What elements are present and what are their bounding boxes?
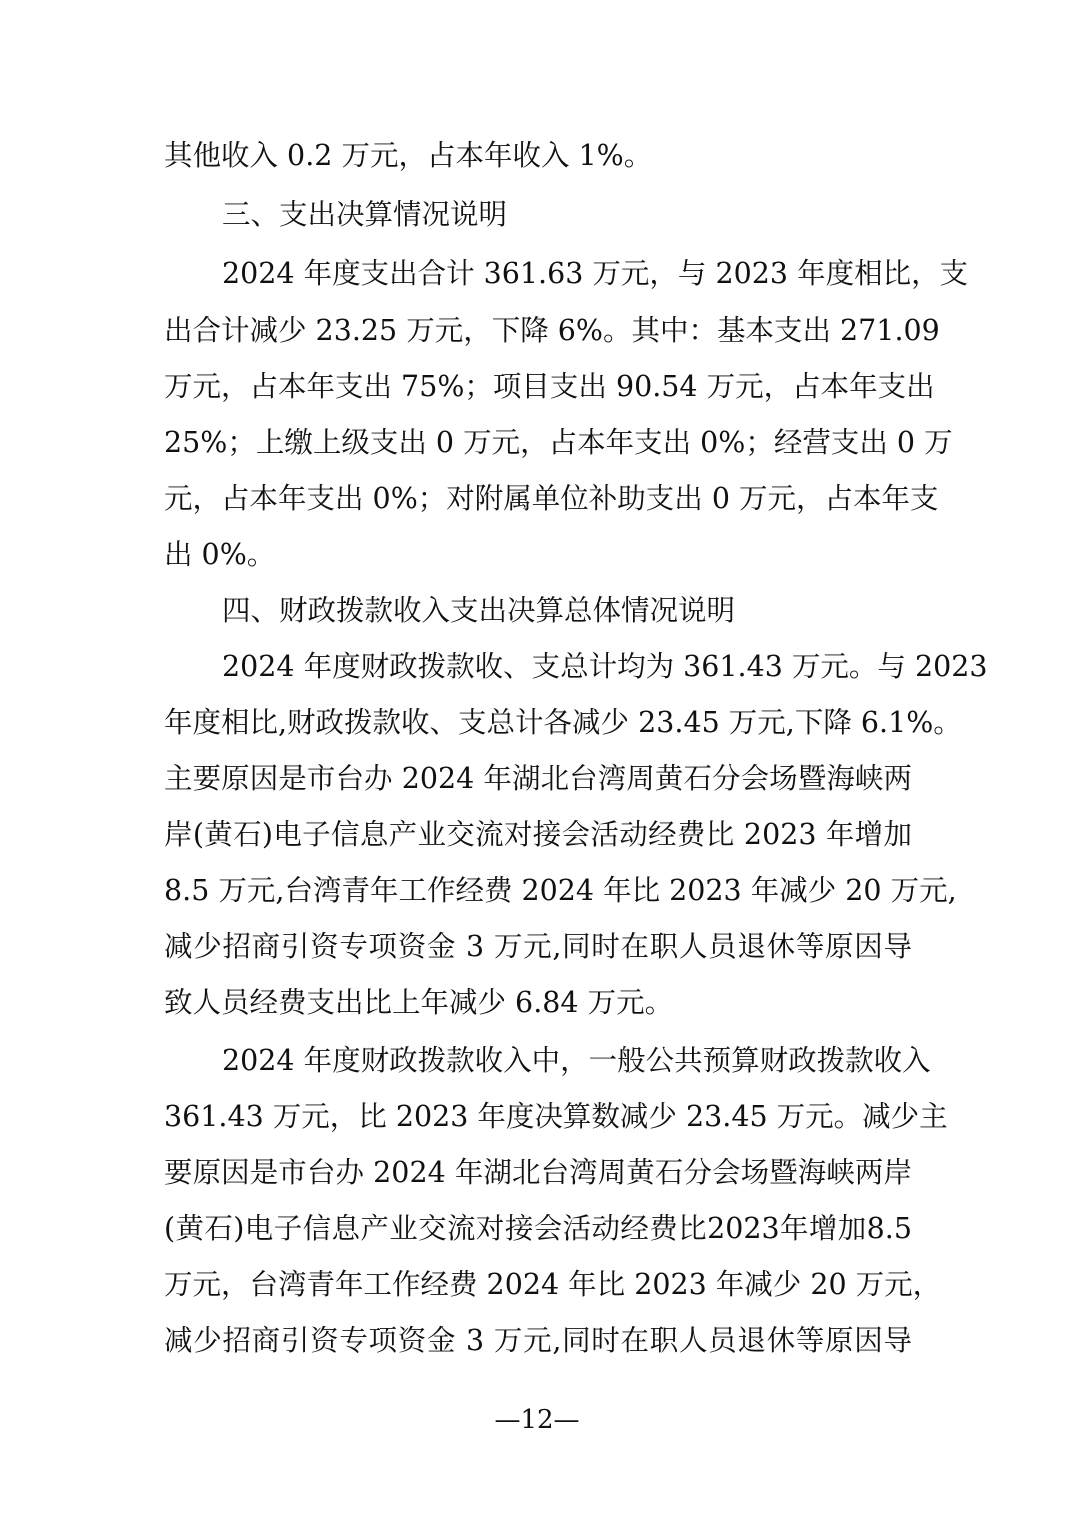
text-line: 出合计减少 23.25 万元，下降 6%。其中：基本支出 271.09 [164,314,940,347]
text-line: (黄石)电子信息产业交流对接会活动经费比2023年增加8.5 [164,1212,912,1245]
text-line: 岸(黄石)电子信息产业交流对接会活动经费比 2023 年增加 [164,818,912,851]
text-line: 年度相比,财政拨款收、支总计各减少 23.45 万元,下降 6.1%。 [164,706,962,739]
text-line: 万元，占本年支出 75%；项目支出 90.54 万元，占本年支出 [164,370,935,403]
text-line: 出 0%。 [164,538,276,571]
text-line-intro: 其他收入 0.2 万元，占本年收入 1%。 [164,139,653,172]
text-line: 8.5 万元,台湾青年工作经费 2024 年比 2023 年减少 20 万元, [164,874,957,907]
text-line: 主要原因是市台办 2024 年湖北台湾周黄石分会场暨海峡两 [164,762,912,795]
text-line: 万元，台湾青年工作经费 2024 年比 2023 年减少 20 万元， [164,1268,942,1301]
text-line: 减少招商引资专项资金 3 万元,同时在职人员退休等原因导 [164,930,912,963]
text-line: 2024 年度财政拨款收、支总计均为 361.43 万元。与 2023 [222,650,988,683]
text-line: 元，占本年支出 0%；对附属单位补助支出 0 万元，占本年支 [164,482,939,515]
text-line: 2024 年度财政拨款收入中，一般公共预算财政拨款收入 [222,1044,931,1077]
text-line: 361.43 万元，比 2023 年度决算数减少 23.45 万元。减少主 [164,1100,948,1133]
section-heading-fiscal-appropriation: 四、财政拨款收入支出决算总体情况说明 [222,594,736,627]
section-heading-expenditure: 三、支出决算情况说明 [222,198,508,231]
text-line: 2024 年度支出合计 361.63 万元，与 2023 年度相比，支 [222,257,969,290]
text-line: 减少招商引资专项资金 3 万元,同时在职人员退休等原因导 [164,1324,912,1357]
text-line: 要原因是市台办 2024 年湖北台湾周黄石分会场暨海峡两岸 [164,1156,912,1189]
text-line: 致人员经费支出比上年减少 6.84 万元。 [164,986,674,1019]
page-number: —12— [494,1405,580,1435]
text-line: 25%；上缴上级支出 0 万元，占本年支出 0%；经营支出 0 万 [164,426,953,459]
